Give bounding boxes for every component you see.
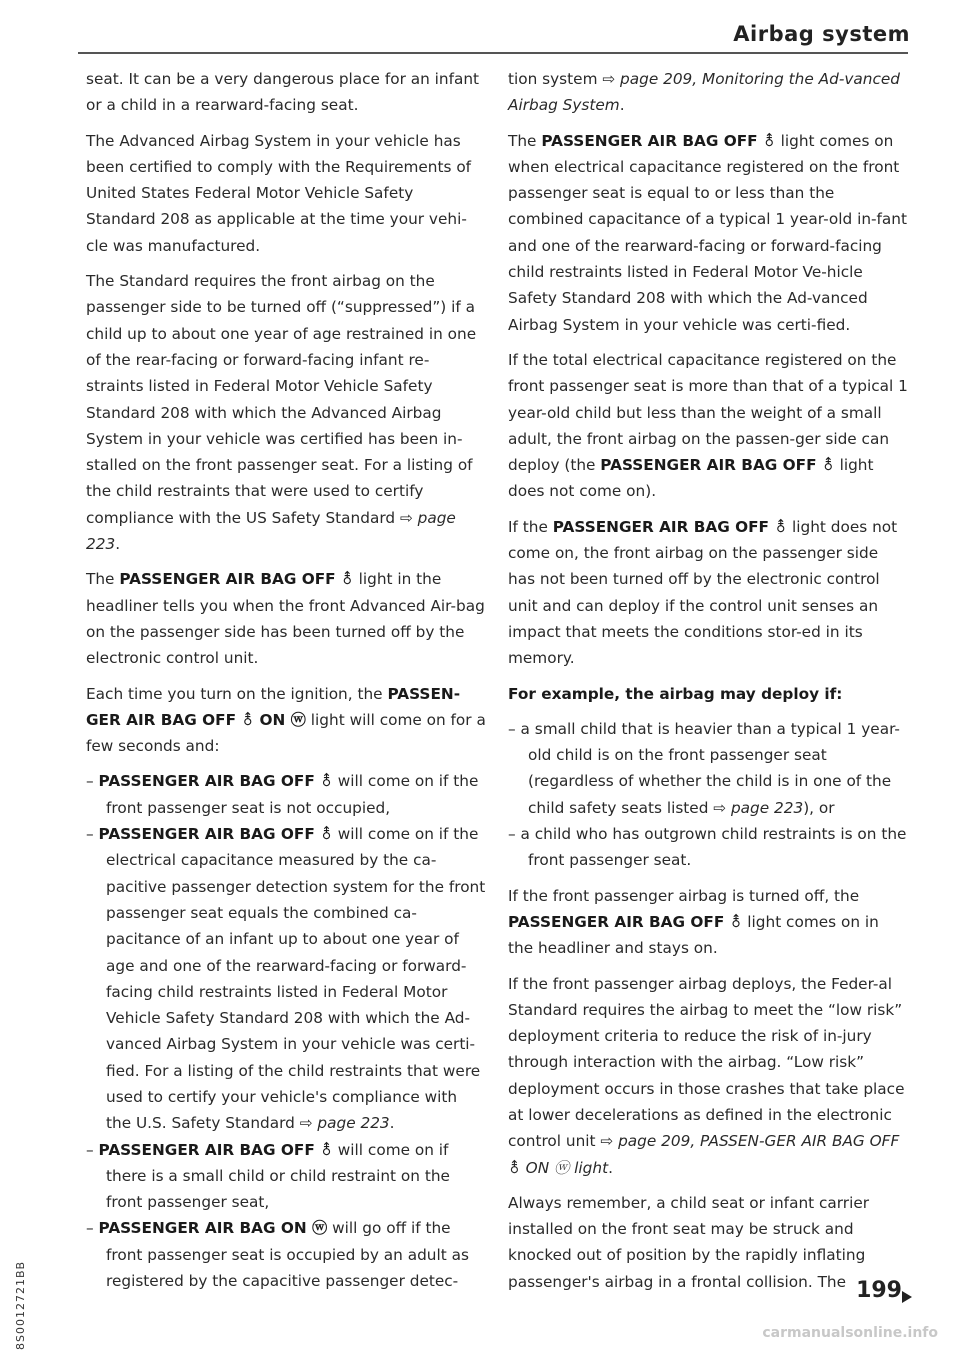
body-paragraph: If the front passenger airbag deploys, the Feder-al Standard requires the airbag to meet the “low risk” deployment criteria to reduce the risk of in-jury through interaction with the airbag. “Low risk” deployment occurs in those crashes that take place at lower decelerations as defined in the electronic control unit ⇨ page 209, PASSEN-GER AIR BAG OFF ⚨ ON ⓦ light. xyxy=(508,974,905,1177)
body-paragraph: If the PASSENGER AIR BAG OFF ⚨ light does not come on, the front airbag on the passenger side has not been turned off by the electronic control unit and can deploy if the control unit senses an impact that meets the conditions stor-ed in its memory. xyxy=(508,517,898,668)
header-divider xyxy=(78,52,908,54)
body-paragraph: If the total electrical capacitance registered on the front passenger seat is more than that of a typical 1 year-old child but less than the weight of a small adult, the front airbag on the passen-ger side can deploy (the PASSENGER AIR BAG OFF ⚨ light does not come on). xyxy=(508,350,908,501)
body-paragraph: Always remember, a child seat or infant carrier installed on the front seat may be struck and knocked out of position by the rapidly inflating passenger's airbag in a frontal collision. The xyxy=(508,1193,870,1291)
continue-arrow-icon xyxy=(902,1291,912,1303)
list-item: – PASSENGER AIR BAG OFF ⚨ will come on if there is a small child or child restraint on the front passenger seat, xyxy=(86,1137,486,1216)
body-paragraph: The PASSENGER AIR BAG OFF ⚨ light in the headliner tells you when the front Advanced Air-bag on the passenger side has been turned off by the electronic control unit. xyxy=(86,570,485,668)
dash-list xyxy=(508,716,908,874)
body-paragraph: tion system ⇨ page 209, Monitoring the Ad-vanced Airbag System. xyxy=(508,70,900,115)
list-item: – a small child that is heavier than a typical 1 year-old child is on the front passenger seat (regardless of whether the child is in one of the child safety seats listed ⇨ page 223), or xyxy=(508,716,908,821)
body-paragraph: seat. It can be a very dangerous place for an infant or a child in a rearward-facing seat. xyxy=(86,70,480,115)
dash-list xyxy=(86,768,486,1294)
list-item: – PASSENGER AIR BAG ON ⓦ will go off if the front passenger seat is occupied by an adult as registered by the capacitive passenger detec- xyxy=(86,1215,486,1294)
body-paragraph: The Standard requires the front airbag on the passenger side to be turned off (“suppressed”) if a child up to about one year of age restrained in one of the rear-facing or forward-facing infant re-straints listed in Federal Motor Vehicle Safety Standard 208 with which the Advanced Airbag System in your vehicle was certified has been in-stalled on the front passenger seat. For a listing of the child restraints that were used to certify compliance with the US Safety Standard ⇨ page 223. xyxy=(86,272,477,554)
list-item: – PASSENGER AIR BAG OFF ⚨ will come on if the electrical capacitance measured by the ca-pacitive passenger detection system for the front passenger seat equals the combined ca-pacitance of an infant up to about one year of age and one of the rearward-facing or forward-facing child restraints listed in Federal Motor Vehicle Safety Standard 208 with which the Ad-vanced Airbag System in your vehicle was certi-fied. For a listing of the child restraints that were used to certify your vehicle's compliance with the U.S. Safety Standard ⇨ page 223. xyxy=(86,821,486,1137)
list-item: – PASSENGER AIR BAG OFF ⚨ will come on if the front passenger seat is not occupied, xyxy=(86,768,486,821)
right-text-column xyxy=(508,66,908,1304)
body-paragraph: For example, the airbag may deploy if: xyxy=(508,684,843,703)
body-paragraph: The Advanced Airbag System in your vehicle has been certified to comply with the Requirements of United States Federal Motor Vehicle Safety Standard 208 as applicable at the time your vehi-cle was manufactured. xyxy=(86,131,472,255)
section-title: Airbag system xyxy=(733,22,910,46)
list-item: – a child who has outgrown child restraints is on the front passenger seat. xyxy=(508,821,908,874)
site-watermark: carmanualsonline.info xyxy=(762,1325,938,1341)
left-text-column xyxy=(86,66,486,1303)
body-paragraph: Each time you turn on the ignition, the PASSEN-GER AIR BAG OFF ⚨ ON ⓦ light will come on for a few seconds and: xyxy=(86,684,486,756)
body-paragraph: If the front passenger airbag is turned off, the PASSENGER AIR BAG OFF ⚨ light comes on in the headliner and stays on. xyxy=(508,886,879,958)
body-paragraph: The PASSENGER AIR BAG OFF ⚨ light comes on when electrical capacitance registered on the front passenger seat is equal to or less than the combined capacitance of a typical 1 year-old in-fant and one of the rearward-facing or forward-facing child restraints listed in Federal Motor Ve-hicle Safety Standard 208 with which the Ad-vanced Airbag System in your vehicle was certi-fied. xyxy=(508,131,907,334)
document-code: 8S0012721BB xyxy=(14,1260,27,1350)
page-number: 199 xyxy=(856,1278,902,1303)
